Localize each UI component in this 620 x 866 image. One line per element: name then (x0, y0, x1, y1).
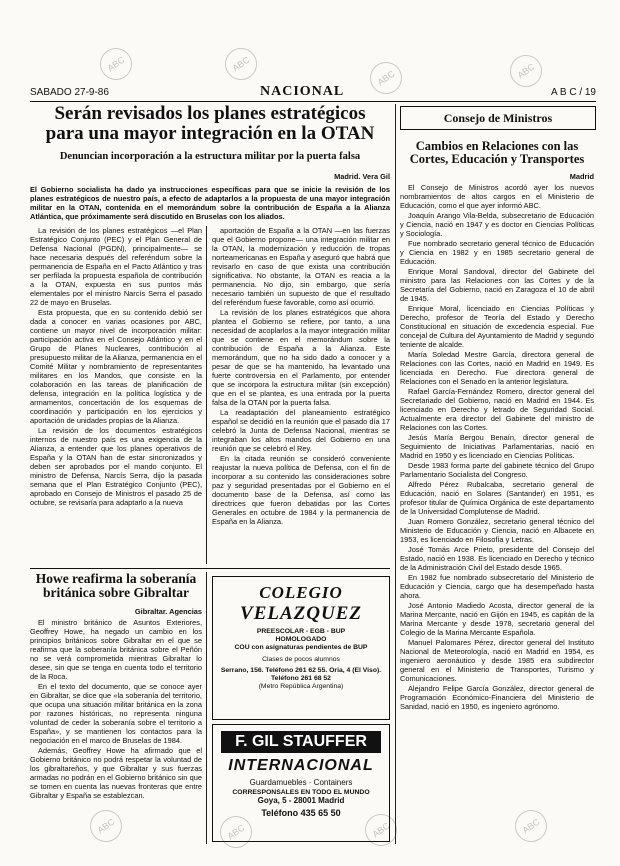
paragraph: Alfredo Pérez Rubalcaba, secretario general de Educación, nació en Solares (Santander) en 1951, es profesor titular de Química Orgánica de este departamento de la Universidad Complutense de Madrid. (400, 480, 594, 516)
main-subtitle: Denuncian incorporación a la estructura militar por la puerta falsa (59, 151, 361, 162)
watermark-stamp: ABC (504, 49, 549, 94)
paragraph: En la citada reunión se consideró conveniente reajustar la nueva política de Defensa, con el fin de incorporar a su contenido las consideraciones sobre paz y seguridad presentadas por el Gobierno en el documento base de la Defensa, así como las directrices que fueron debatidas por las Cortes Generales en octubre de 1984 y la permanencia de España en la Alianza. (212, 454, 390, 526)
header-date: SABADO 27-9-86 (30, 87, 109, 98)
howe-body (30, 618, 202, 844)
howe-headline-line-2: británica sobre Gibraltar (43, 585, 189, 601)
watermark-stamp: ABC (364, 56, 409, 101)
paragraph: Jesús María Bergou Benaín, director general de Seguimiento de Iniciativas Parlamentarias, nació en Madrid en 1950 y es licenciado en Ciencias Políticas. (400, 433, 594, 460)
howe-headline-line-1: Howe reafirma la soberanía (35, 571, 197, 586)
header-rule (30, 101, 596, 102)
paragraph: En el texto del documento, que se conoce ayer en Gibraltar, se dice que «la soberanía del territorio, que ocupa una situación militar británica en la zona por razones históricas, no representa ninguna voluntad de ceder la soberanía sobre el territorio a España», y se mantienen los contactos para la negociación en el marco de Bruselas de 1984. (30, 682, 202, 745)
paragraph: Desde 1983 forma parte del gabinete técnico del Grupo Parlamentario Socialista del Congreso. (400, 461, 594, 479)
section-rule (30, 568, 390, 569)
page-header (30, 84, 596, 100)
consejo-place: Madrid (569, 172, 594, 181)
paragraph: Esta propuesta, que en su contenido debió ser dada a conocer en varias ocasiones por ABC, contiene un mayor nivel de incorporación militar: participación activa en el Consejo Atlántico y en el Grupo de Planes Nucleares, contribución al presupuesto militar de la Alianza, permanencia en el Comité Militar y nombramiento de representantes militares en los Mandos, que consiste en la colaboración en las tareas de planificación de defensa, integración en la política logística y de armamentos, concertación de los esquemas de coordinación y participación en los ejercicios y aportación de unidades propias de la Alianza. (30, 308, 202, 425)
howe-byline: Gibraltar. Agencias (134, 607, 202, 616)
watermark-stamp: ABC (94, 42, 139, 87)
ad-school-cou: COU con asignaturas pendientes de BUP (234, 644, 368, 651)
watermark-stamp: ABC (509, 804, 554, 849)
consejo-box-label: Consejo de Ministros (443, 110, 553, 125)
ad-stauffer-address: Goya, 5 - 28001 Madrid (257, 796, 345, 805)
consejo-box-title (400, 106, 596, 130)
paragraph: La revisión de los planes estratégicos que ahora plantea el Gobierno se refiere, por tanto, a una necesidad de acoplarlos a la mayor integración militar que se contiene en el memorándum sobre la contribución de España a la Alianza. Este memorándum, que no ha sido dado a conocer y a pesar de que se ha mantenido, ha levantado una fuerte controversia en el Parlamento, por entender que se incorpora la estructura militar (sin excepción) que en el se plantea, es una entrada por la puerta falsa de la OTAN por la puerta falsa. (212, 308, 390, 407)
ad-school-levels: PREESCOLAR - EGB - BUP (256, 628, 346, 635)
paragraph: Juan Romero González, secretario general técnico del Ministerio de Educación y Ciencia, nació en Albacete en 1953, es licenciado en Filosofía y Letras. (400, 517, 594, 544)
ad-gil-stauffer (212, 724, 390, 842)
headline-line-1: Serán revisados los planes estratégicos (54, 103, 366, 124)
main-headline (30, 104, 390, 144)
consejo-headline (400, 140, 594, 166)
paragraph: La revisión de los planes estratégicos —el Plan Estratégico Conjunto (PEC) y el Plan General de Defensa Nacional (PGDN), principalmente— se hace necesaria después del referéndum sobre la permanencia de España en el Pacto Atlántico y tras ser perfilada la propuesta española de contribución a la OTAN, expuesta en sus puntos más elementales por el ministro Narcís Serra el pasado 22 de mayo en Bruselas. (30, 226, 202, 307)
paragraph: En 1982 fue nombrado subsecretario del Ministerio de Educación y Ciencia, cargo que ha desempeñado hasta ahora. (400, 573, 594, 600)
ad-school-name-2: VELAZQUEZ (240, 603, 362, 624)
watermark-stamp: ABC (219, 42, 264, 87)
consejo-headline-line-1: Cambios en Relaciones con las (415, 139, 579, 153)
howe-headline (30, 572, 202, 600)
ad-stauffer-name-1: F. GIL STAUFFER (235, 733, 367, 750)
paragraph: La readaptación del planeamiento estratégico español se decidió en la reunión que el pasado día 17 celebró la Junta de Defensa Nacional, mientras se integraban los altos mandos del Gobierno en una reunión que se celebró el Rey. (212, 408, 390, 453)
main-column-1 (30, 226, 202, 564)
ad-stauffer-services: Guardamuebles · Containers (249, 778, 353, 787)
paragraph: Rafael García-Fernández Romero, director general del Secretariado del Gobierno, nació en Madrid en 1944. Es licenciado en Derecho y letrado de Seguridad Social. Actualmente era director del Gabinete del ministro de Relaciones con las Cortes. (400, 387, 594, 432)
watermark-stamp: ABC (84, 804, 129, 849)
column-rule (206, 226, 207, 564)
paragraph: José Antonio Madiedo Acosta, director general de la Marina Mercante, nació en Gijón en 1945, es capitán de la Marina Mercante y desde 1978, secretario general del Colegio de la Marina Mercante Española. (400, 601, 594, 637)
watermark-stamp: ABC (214, 810, 259, 855)
watermark-stamp: ABC (359, 808, 404, 853)
paragraph: Además, Geoffrey Howe ha afirmado que el Gobierno británico no podrá respetar la voluntad de los gibraltareños, y que Gibraltar y sus fuerzas armadas no podrán en el Gobierno británico sin que se tomen en cuenta las nuevas fronteras que entre Gibraltar y España se establezcan. (30, 746, 202, 800)
column-rule (206, 572, 207, 844)
paragraph: Enrique Moral Sandoval, director del Gabinete del ministro para las Relaciones con las Cortes y de la Secretaría del Gobierno, nació en Zaragoza el 10 de abril de 1945. (400, 267, 594, 303)
ad-colegio-velazquez (212, 576, 390, 720)
ad-stauffer-name-2: INTERNACIONAL (228, 757, 374, 774)
paragraph: El Consejo de Ministros acordó ayer los nuevos nombramientos de altos cargos en el Ministerio de Educación, como el que ayer informó ABC. (400, 183, 594, 210)
paragraph: El ministro británico de Asuntos Exteriores, Geoffrey Howe, ha negado un cambio en los principios británicos sobre Gibraltar en el que se reafirma que la soberanía británica sobre el Peñón no se verá comprometida mientras Gibraltar lo desee, sin que se tenga en cuenta todo el territorio de la Roca. (30, 618, 202, 681)
main-byline: Madrid. Vera Gil (334, 172, 390, 181)
header-page-number: A B C / 19 (550, 87, 596, 98)
ad-stauffer-banner (221, 731, 381, 753)
ad-school-classes: Clases de pocos alumnos (262, 656, 340, 663)
consejo-headline-line-2: Cortes, Educación y Transportes (409, 152, 585, 167)
paragraph: Joaquín Arango Vila-Belda, subsecretario de Educación y Ciencia, nació en 1947 y es doctor en Ciencias Políticas y Sociología. (400, 211, 594, 238)
main-column-2 (212, 226, 390, 564)
ad-school-metro: (Metro República Argentina) (258, 683, 344, 690)
paragraph: María Soledad Mestre García, directora general de Relaciones con las Cortes, nació en Madrid en 1949. Es licenciada en Derecho. Fue directora general de Relaciones con el Senado en la anterior legislatura. (400, 350, 594, 386)
paragraph: Manuel Palomares Pérez, director general del Instituto Nacional de Meteorología, nació en Madrid en 1954, es ingeniero aeronáutico y desde 1985 era subdirector general en el Ministerio de Transportes, Turismo y Comunicaciones. (400, 638, 594, 683)
paragraph: Fue nombrado secretario general técnico de Educación y Ciencia en 1982 y en 1985 secretario general de Educación. (400, 239, 594, 266)
paragraph: José Tomás Arce Prieto, presidente del Consejo del Estado, nació en 1938. Es licenciado en Derecho y técnico de la Administración Civil del Estado desde 1965. (400, 545, 594, 572)
paragraph: Enrique Moral, licenciado en Ciencias Políticas y Derecho, profesor de Teoría del Estado y Derecho Constitucional en situación de excedencia especial. Fue concejal de Cultura del Ayuntamiento de Madrid y segundo teniente de alcalde. (400, 304, 594, 349)
header-section: NACIONAL (260, 84, 345, 99)
ad-school-address: Serrano, 156. Teléfono 261 62 55. Oria, 4 (El Viso). Teléfono 261 68 52 (220, 667, 382, 682)
ad-school-homologado: HOMOLOGADO (275, 636, 327, 643)
headline-line-2: para una mayor integración en la OTAN (45, 122, 375, 144)
paragraph: aportación de España a la OTAN —en las fuerzas que el Gobierno propone— una integración militar en la OTAN, la modernización y reducción de tropas norteamericanas en España y aseguró que habrá que revisarlo en caso de que exista una contribución significativa. No obstante, la OTAN es reacia a la permanencia. No dijo, sin embargo, que sería necesario también un supuesto de que el resultado del referéndum fuese favorable, como así ocurrió. (212, 226, 390, 307)
paragraph: La revisión de los documentos estratégicos internos de nuestro país es una exigencia de la Alianza, a entender que los planes operativos de España y la OTAN han de estar sincronizados y deben ser aprobados por el mando conjunto. El ministro de Defensa, Narcís Serra, dijo la pasada semana que el Plan Estratégico Conjunto (PEC), aprobado en Consejo de Ministros el pasado 25 de octubre, se revisaría para adaptarlo a la nueva (30, 426, 202, 507)
consejo-body (400, 183, 594, 843)
main-lead: El Gobierno socialista ha dado ya instrucciones específicas para que se inicie la revisión de los planes estratégicos de nuestro país, a efecto de adaptarlos a la propuesta de una mayor integración militar en la OTAN, contenida en el memorándum sobre la contribución de España a la Alianza Atlántica, que próximamente será discutido en Bruselas con los aliados. (30, 185, 390, 221)
ad-school-name-1: COLEGIO (259, 583, 343, 602)
column-rule (395, 104, 396, 844)
paragraph: Alejandro Felipe García González, director general de Programación Económico-Financiera del Ministerio de Sanidad, nació en 1950, es ingeniero agrónomo. (400, 684, 594, 711)
ad-stauffer-correspondents: CORRESPONSALES EN TODO EL MUNDO (232, 789, 370, 796)
ad-stauffer-phone: Teléfono 435 65 50 (261, 808, 341, 818)
